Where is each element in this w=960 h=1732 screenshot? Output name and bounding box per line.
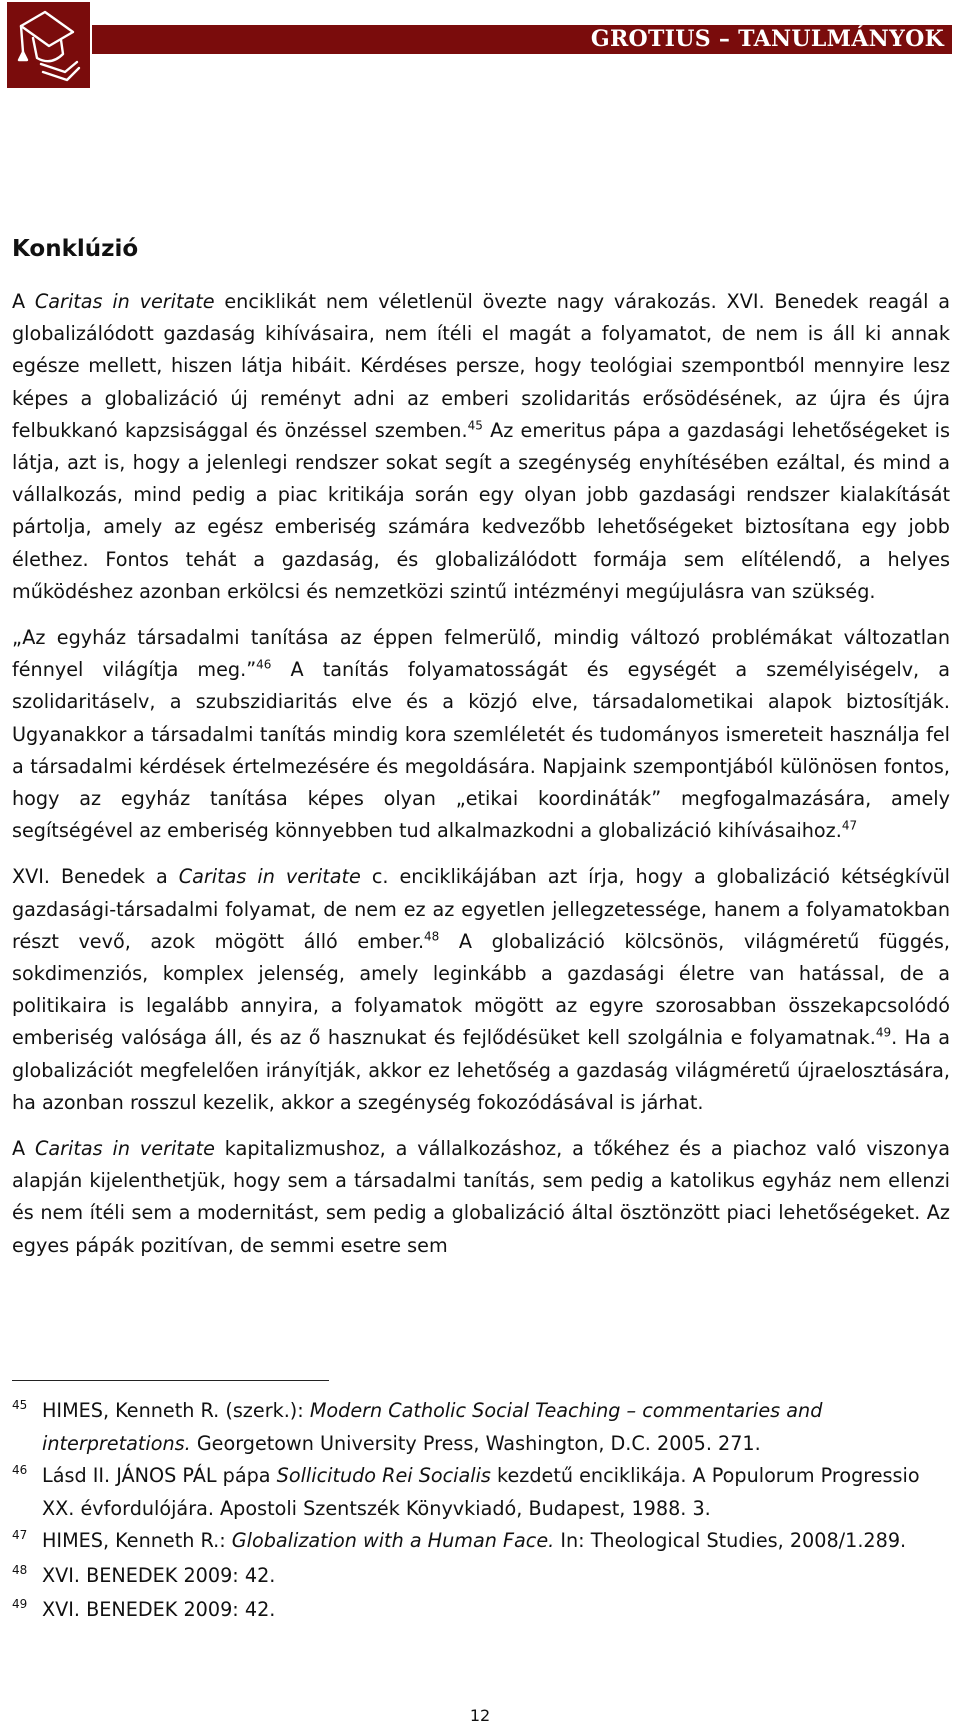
footnote-number (12, 1395, 36, 1460)
footnote-reference[interactable]: 46 (256, 657, 272, 672)
italic-title: Caritas in veritate (178, 865, 361, 889)
italic-title: Modern Catholic Social Teaching – commentaries and interpretations. (42, 1399, 823, 1455)
text-run: A (12, 290, 35, 313)
footnote-text (36, 1525, 952, 1560)
footnote-number (12, 1460, 36, 1525)
footnote-number (12, 1594, 36, 1629)
header-bar (92, 25, 952, 54)
footnote-text (36, 1594, 952, 1629)
text-run: enciklikát nem véletlenül övezte nagy várakozás. XVI. Benedek reagál a globalizálódott gazdaság kihívásaira, nem ítéli el magát a folyamatot, de nem is áll ki annak egésze mellett, hiszen látja hibáit. Kérdéses persze, hogy teológiai szempontból mennyire lesz képes a globalizáció új reményt adni az emberi szolidaritás erősödésének, az újra és újra felbukkanó kapzsisággal és önzéssel szemben. (12, 290, 950, 442)
text-run: XVI. BENEDEK 2009: 42. (42, 1563, 276, 1587)
footnote-reference[interactable]: 49 (875, 1026, 892, 1041)
text-run: Lásd II. JÁNOS PÁL pápa (42, 1464, 277, 1487)
paragraph (12, 622, 950, 847)
paragraph (12, 1133, 950, 1262)
footnote (12, 1594, 952, 1629)
footnote-number-text: 49 (12, 1597, 28, 1611)
text-run: Georgetown University Press, Washington, D.C. 2005. 271. (190, 1431, 761, 1455)
italic-title: Caritas in veritate (35, 1137, 215, 1161)
footnote (12, 1525, 952, 1560)
footnote-number (12, 1525, 36, 1560)
section-heading: Konklúzió (12, 236, 139, 262)
footnote-text (36, 1460, 952, 1525)
paragraph (12, 286, 950, 608)
footnote-number (12, 1560, 36, 1595)
text-run: Az emeritus pápa a gazdasági lehetőségeket is látja, azt is, hogy a jelenlegi rendszer sokat segít a szegénység enyhítésében ezáltal, és mind a vállalkozás, mind pedig a piac kritikája során egy olyan jobb gazdasági rendszer kialakítását pártolja, amely az egész emberiség számára kedvezőbb lehetőségeket biztosítana egy jobb élethez. Fontos tehát a gazdaság, és globalizálódott formája sem elítélendő, a helyes működéshez azonban erkölcsi és nemzetközi szintű intézményi megújulásra van szükség. (12, 418, 950, 603)
publisher-logo (7, 2, 90, 88)
text-run: kezdetű enciklikája. A Populorum Progressio XX. évfordulójára. Apostoli Szentszék Könyvkiadó, Budapest, 1988. 3. (42, 1464, 920, 1520)
main-content (12, 228, 950, 1276)
italic-title: Sollicitudo Rei Socialis (276, 1464, 491, 1487)
footnote-reference[interactable]: 47 (841, 818, 858, 833)
text-run: „Az egyház társadalmi tanítása az éppen felmerülő, mindig változó problémákat változatlan fénnyel világítja meg.” (12, 626, 950, 682)
text-run: . Ha a globalizációt megfelelően irányítják, akkor ez lehetőség a gazdaság világméretű újraelosztására, ha azonban rosszul kezelik, akkor a szegénység fokozódásával is járhat. (12, 1026, 950, 1114)
text-run: A (12, 1137, 36, 1161)
footnote-number-text: 48 (12, 1562, 28, 1577)
body-text (12, 286, 950, 1262)
text-run: HIMES, Kenneth R. (szerk.): (42, 1399, 310, 1422)
footnote (12, 1560, 952, 1595)
footnote (12, 1395, 952, 1460)
text-run: HIMES, Kenneth R.: (42, 1529, 232, 1552)
footnotes (12, 1395, 952, 1629)
footnote-text (36, 1560, 952, 1595)
italic-title: Caritas in veritate (34, 290, 215, 313)
footnote-number-text: 47 (12, 1528, 28, 1542)
text-run: A globalizáció kölcsönös, világméretű függés, sokdimenziós, komplex jelenség, amely leginkább a gazdasági életre van hatással, de a politikaira is legalább annyira, a folyamatok mögött az egyre szorosabban összekapcsolódó emberiség valósága áll, és az ő hasznukat és fejlődésüket kell szolgálnia e folyamatnak. (12, 929, 950, 1050)
page-number: 12 (469, 1706, 491, 1725)
footnote-text (36, 1395, 952, 1460)
text-run: XVI. BENEDEK 2009: 42. (42, 1598, 276, 1621)
paragraph (12, 861, 950, 1119)
italic-title: Globalization with a Human Face. (231, 1529, 555, 1552)
text-run: kapitalizmushoz, a vállalkozáshoz, a tőkéhez és a piachoz való viszonya alapján kijelenthetjük, hogy sem a társadalmi tanítás, sem pedig a katolikus egyház nem ellenzi és nem ítéli sem a modernitást, sem pedig a globalizáció által ösztönzött piaci lehetőségeket. Az egyes pápák pozitívan, de semmi esetre sem (12, 1137, 950, 1257)
text-run: A tanítás folyamatosságát és egységét a személyiségelv, a szolidaritáselv, a szubszidiaritás elve és a közjó elve, társadalometikai alapok biztosítják. Ugyanakkor a társadalmi tanítás mindig kora szemléletét és tudományos ismereteit használja fel a társadalmi kérdések értelmezésére és megoldására. Napjaink szempontjából különösen fontos, hogy az egyház tanítása képes olyan „etikai koordináták” megfogalmazására, amely segítségével az emberiség könnyebben tud alkalmazkodni a globalizáció kihívásaihoz. (12, 658, 950, 843)
footnote (12, 1460, 952, 1525)
text-run: XVI. Benedek a (12, 865, 179, 889)
text-run: c. enciklikájában azt írja, hogy a globalizáció kétségkívül gazdasági-társadalmi folyamat, de nem ez az egyetlen jellegzetessége, hanem a folyamatokban részt vevő, azok mögött álló ember. (12, 865, 950, 953)
footnote-number-text: 45 (12, 1398, 28, 1412)
footnote-reference[interactable]: 48 (424, 929, 440, 944)
text-run: In: Theological Studies, 2008/1.289. (554, 1529, 907, 1552)
footnote-divider (12, 1380, 329, 1381)
graduation-cap-book-icon (7, 2, 90, 88)
footnote-reference[interactable]: 45 (467, 418, 483, 433)
footnote-number-text: 46 (12, 1463, 28, 1477)
series-title: GROTIUS – TANULMÁNYOK (590, 26, 944, 52)
